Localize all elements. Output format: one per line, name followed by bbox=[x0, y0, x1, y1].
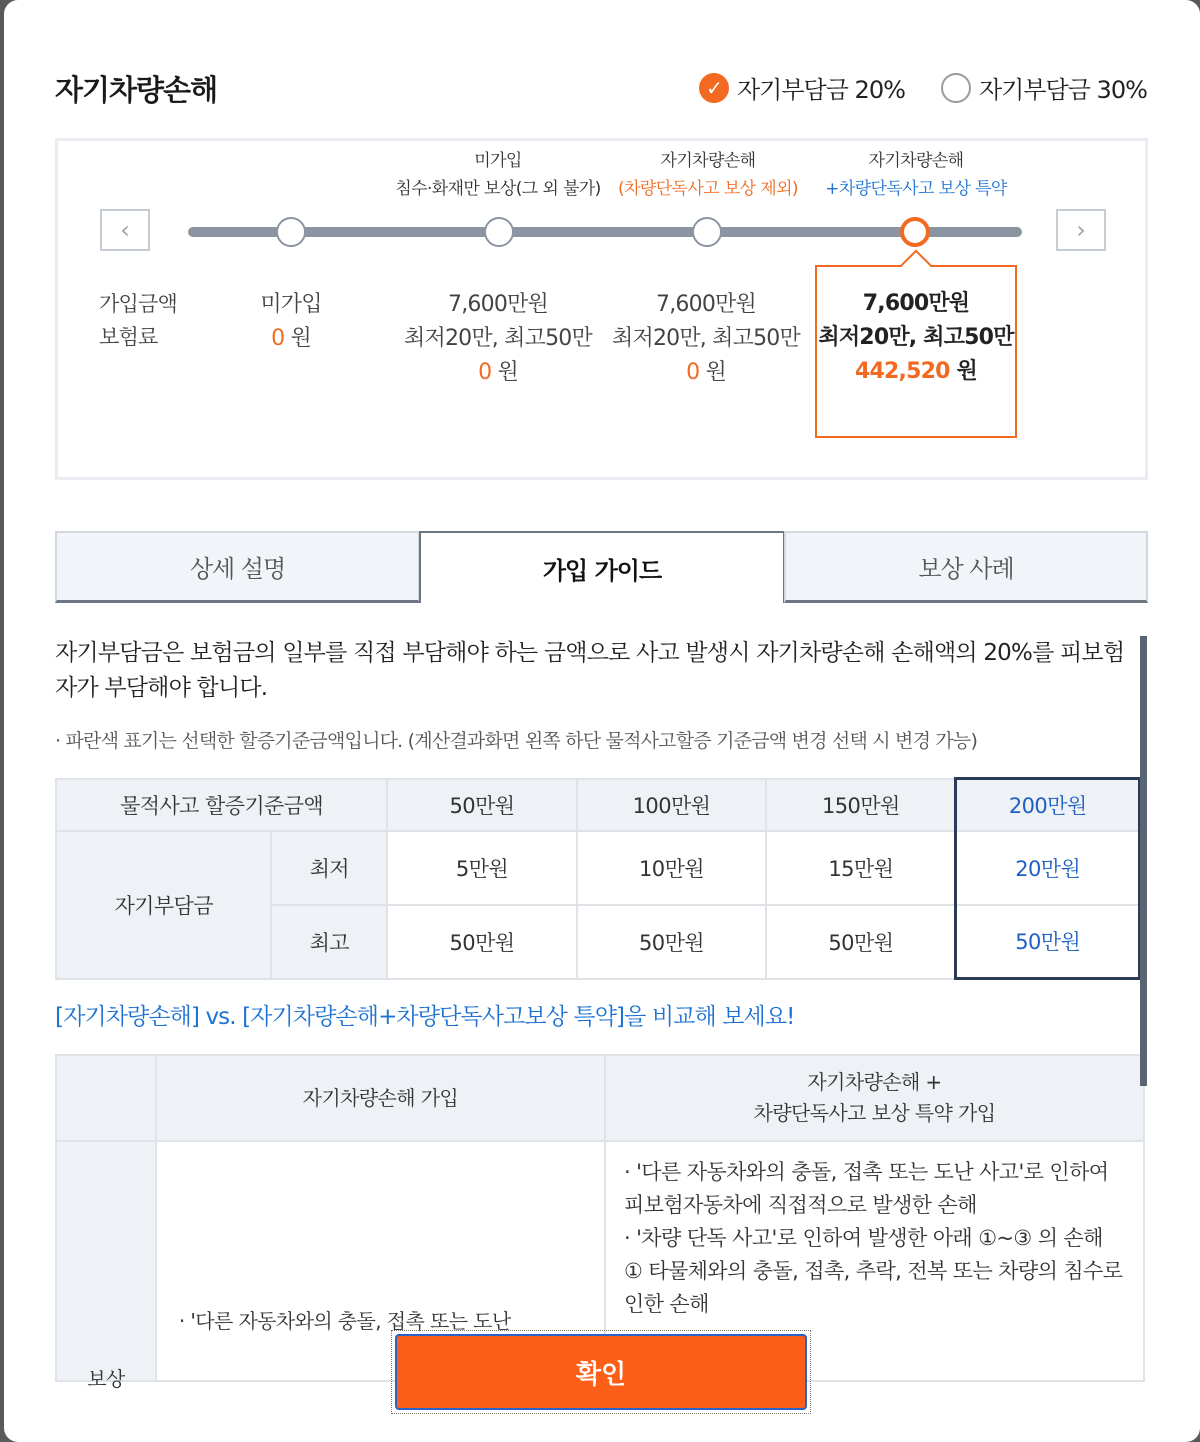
max-value: 50만원 bbox=[766, 905, 956, 979]
deductible-table bbox=[55, 777, 1141, 980]
threshold-50: 50만원 bbox=[387, 779, 577, 831]
threshold-header: 물적사고 할증기준금액 bbox=[56, 779, 387, 831]
chevron-left-icon: ‹ bbox=[120, 216, 130, 244]
guide-note: · 파란색 표기는 선택한 할증기준금액입니다. (계산결과화면 왼쪽 하단 물적사고할증 기준금액 변경 선택 시 변경 가능) bbox=[55, 730, 978, 752]
stage-label-special: 자기차량손해 +차량단독사고 보상 특약 bbox=[825, 151, 1007, 199]
compare-corner bbox=[56, 1055, 156, 1141]
min-label: 최저 bbox=[271, 831, 387, 905]
tab-bar bbox=[55, 531, 1148, 603]
min-value-selected: 20만원 bbox=[956, 831, 1140, 905]
min-value: 5만원 bbox=[387, 831, 577, 905]
coverage-column-1[interactable]: 미가입 0 원 bbox=[260, 292, 322, 351]
chevron-right-icon: › bbox=[1076, 216, 1086, 244]
max-value-selected: 50만원 bbox=[956, 905, 1140, 979]
slider-knob-selected[interactable] bbox=[900, 217, 930, 247]
stage-label-basic: 자기차량손해 (차량단독사고 보상 제외) bbox=[618, 151, 798, 199]
deductible-30-label: 자기부담금 30% bbox=[979, 76, 1147, 104]
tab-detail[interactable]: 상세 설명 bbox=[55, 531, 420, 603]
tab-guide[interactable]: 가입 가이드 bbox=[419, 531, 785, 603]
coverage-modal bbox=[4, 0, 1200, 1442]
min-value: 15만원 bbox=[766, 831, 956, 905]
checked-radio-icon: ✓ bbox=[699, 73, 729, 103]
compare-link[interactable]: [자기차량손해] vs. [자기차량손해+차량단독사고보상 특약]을 비교해 보세요! bbox=[55, 1004, 795, 1030]
confirm-focus-ring bbox=[391, 1330, 811, 1414]
content-scrollbar[interactable] bbox=[1140, 636, 1147, 1086]
compare-side-label: 보상 bbox=[56, 1141, 156, 1381]
slider-prev-button[interactable] bbox=[100, 209, 150, 251]
compare-basic-text: · '다른 자동차와의 충돌, 접촉 또는 도난 bbox=[156, 1141, 605, 1381]
coverage-column-4: 7,600만원 최저20만, 최고50만 442,520 원 bbox=[818, 291, 1014, 384]
slider-knob-2[interactable] bbox=[484, 217, 514, 247]
confirm-button[interactable]: 확인 bbox=[395, 1334, 807, 1410]
compare-special-text: · '다른 자동차와의 충돌, 접촉 또는 도난 사고'로 인하여 피보험자동차에 직접적으로 발생한 손해 · '차량 단독 사고'로 인하여 발생한 아래 ①~③ 의 손해 ① 타물체와의 충돌, 접촉, 추락, 전복 또는 차량의 침수로 인한 손해 bbox=[605, 1141, 1144, 1381]
deductible-30-option[interactable] bbox=[941, 70, 1147, 105]
tab-cases[interactable]: 보상 사례 bbox=[784, 531, 1148, 603]
deductible-20-option[interactable] bbox=[699, 70, 905, 105]
threshold-200-selected: 200만원 bbox=[956, 779, 1140, 831]
stage-label-not-joined: 미가입 침수·화재만 보상(그 외 불가) bbox=[395, 151, 601, 199]
slider-knob-3[interactable] bbox=[692, 217, 722, 247]
guide-description: 자기부담금은 보험금의 일부를 직접 부담해야 하는 금액으로 사고 발생시 자기차량손해 손해액의 20%를 피보험자가 부담해야 합니다. bbox=[55, 640, 1125, 701]
max-label: 최고 bbox=[271, 905, 387, 979]
slider-next-button[interactable] bbox=[1056, 209, 1106, 251]
coverage-column-3[interactable]: 7,600만원 최저20만, 최고50만 0 원 bbox=[612, 292, 800, 385]
deductible-group-label: 자기부담금 bbox=[56, 831, 271, 979]
slider-knob-1[interactable] bbox=[276, 217, 306, 247]
compare-col-basic: 자기차량손해 가입 bbox=[156, 1055, 605, 1141]
slider-track[interactable] bbox=[188, 227, 1022, 237]
threshold-100: 100만원 bbox=[577, 779, 767, 831]
unchecked-radio-icon bbox=[941, 73, 971, 103]
compare-col-special: 자기차량손해 + 차량단독사고 보상 특약 가입 bbox=[605, 1055, 1144, 1141]
coverage-column-2[interactable]: 7,600만원 최저20만, 최고50만 0 원 bbox=[404, 292, 592, 385]
selected-coverage-card[interactable] bbox=[815, 265, 1017, 438]
max-value: 50만원 bbox=[577, 905, 767, 979]
deductible-20-label: 자기부담금 20% bbox=[737, 76, 905, 104]
threshold-150: 150만원 bbox=[766, 779, 956, 831]
coverage-slider-panel bbox=[55, 138, 1148, 480]
max-value: 50만원 bbox=[387, 905, 577, 979]
row-labels: 가입금액 보험료 bbox=[99, 292, 177, 349]
page-title: 자기차량손해 bbox=[55, 73, 218, 107]
min-value: 10만원 bbox=[577, 831, 767, 905]
